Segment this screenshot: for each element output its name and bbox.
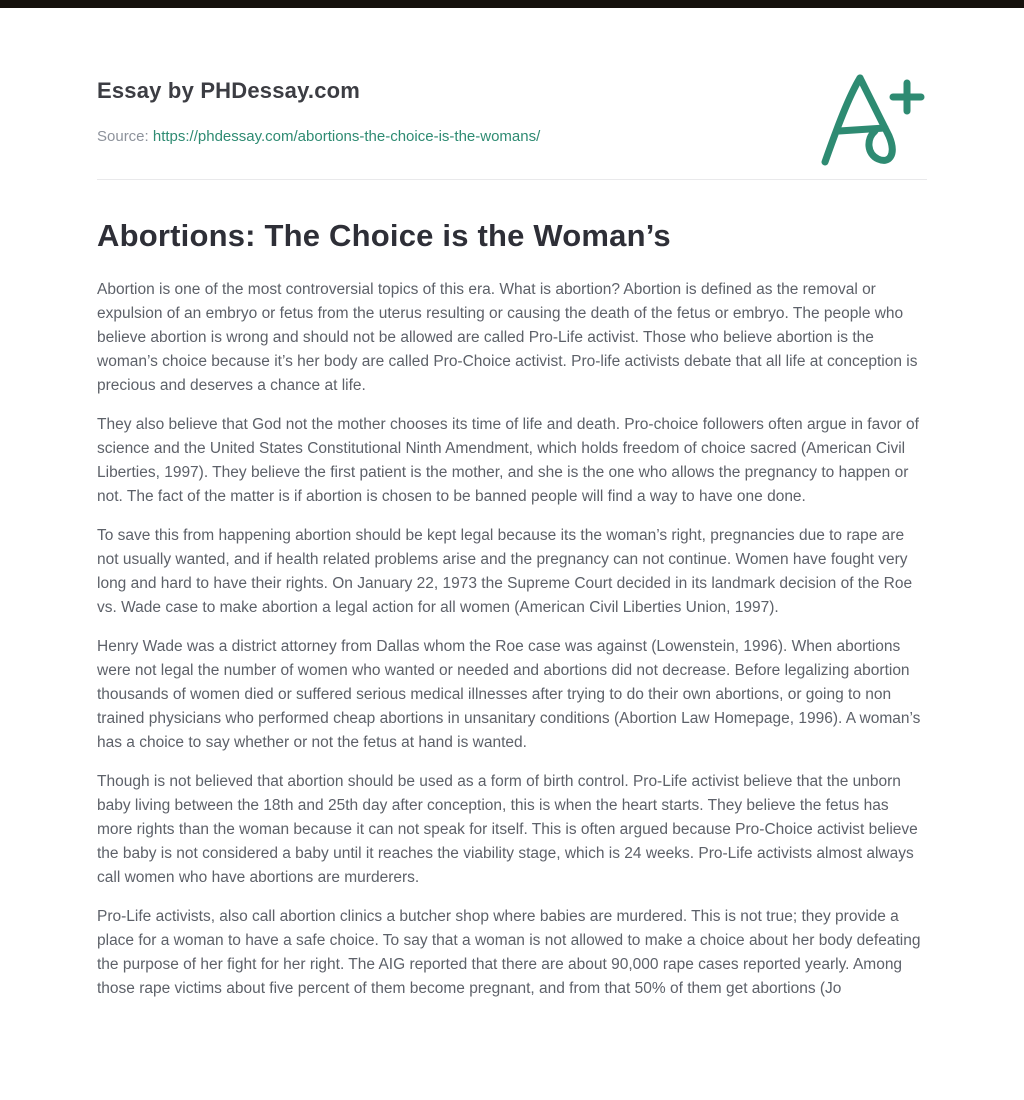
essay-page — [0, 8, 1024, 1001]
top-border — [0, 0, 1024, 8]
essay-paragraph: They also believe that God not the mother chooses its time of life and death. Pro-choice followers often argue in favor of science and the United States Constitutional Ninth Amendment, which holds freedom of choice sacred (American Civil Liberties, 1997). They believe the first patient is the mother, and she is the one who allows the pregnancy to happen or not. The fact of the matter is if abortion is chosen to be banned people will find a way to have one done. — [97, 416, 919, 505]
essay-paragraph: Pro-Life activists, also call abortion clinics a butcher shop where babies are murdered. This is not true; they provide a place for a woman to have a safe choice. To say that a woman is not allowed to make a choice about her body defeating the purpose of her fight for her right. The AIG reported that there are about 90,000 rape cases reported yearly. Among those rape victims about five percent of them become pregnant, and from that 50% of them get abortions (Jo — [97, 908, 921, 997]
page-title: Abortions: The Choice is the Woman’s — [97, 218, 671, 253]
essay-content — [97, 278, 927, 1001]
source-url-link[interactable]: https://phdessay.com/abortions-the-choice-is-the-womans/ — [152, 128, 541, 145]
logo-a-crossbar — [839, 128, 885, 131]
brand-title: Essay by PHDessay.com — [97, 78, 361, 103]
source-line — [97, 128, 927, 145]
divider — [97, 179, 927, 180]
essay-paragraph: Henry Wade was a district attorney from Dallas whom the Roe case was against (Lowenstein, 1996). When abortions were not legal the number of women who wanted or needed and abortions did not decrease. Before legalizing abortion thousands of women died or suffered serious medical illnesses after trying to do their own abortions, or going to non trained physicians who performed cheap abortions in unsanitary conditions (Abortion Law Homepage, 1996). A woman’s has a choice to say whether or not the fetus at hand is wanted. — [97, 638, 921, 751]
source-label: Source: — [97, 128, 149, 145]
essay-paragraph: Abortion is one of the most controversial topics of this era. What is abortion? Abortion is defined as the removal or expulsion of an embryo or fetus from the uterus resulting or causing the death of the fetus or embryo. The people who believe abortion is wrong and should not be allowed are called Pro-Life activist. Those who believe abortion is the woman’s choice because it’s her body are called Pro-Choice activist. Pro-life activists debate that all life at conception is precious and deserves a chance at life. — [97, 281, 918, 394]
essay-paragraph: To save this from happening abortion should be kept legal because its the woman’s right, pregnancies due to rape are not usually wanted, and if health related problems arise and the pregnancy can not continue. Women have fought very long and hard to have their rights. On January 22, 1973 the Supreme Court decided in its landmark decision of the Roe vs. Wade case to make abortion a legal action for all women (American Civil Liberties Union, 1997). — [97, 527, 913, 616]
phdessay-logo-icon — [815, 70, 927, 166]
logo-a-left-stroke — [825, 78, 860, 162]
essay-paragraph: Though is not believed that abortion should be used as a form of birth control. Pro-Life activist believe that the unborn baby living between the 18th and 25th day after conception, this is when the heart starts. They believe the fetus has more rights than the woman because it can not speak for itself. This is often argued because Pro-Choice activist believe the baby is not considered a baby until it reaches the viability stage, which is 24 weeks. Pro-Life activists almost always call women who have abortions are murderers. — [97, 773, 918, 886]
page-header — [97, 8, 927, 145]
logo-a-right-hook-stroke — [860, 78, 892, 160]
